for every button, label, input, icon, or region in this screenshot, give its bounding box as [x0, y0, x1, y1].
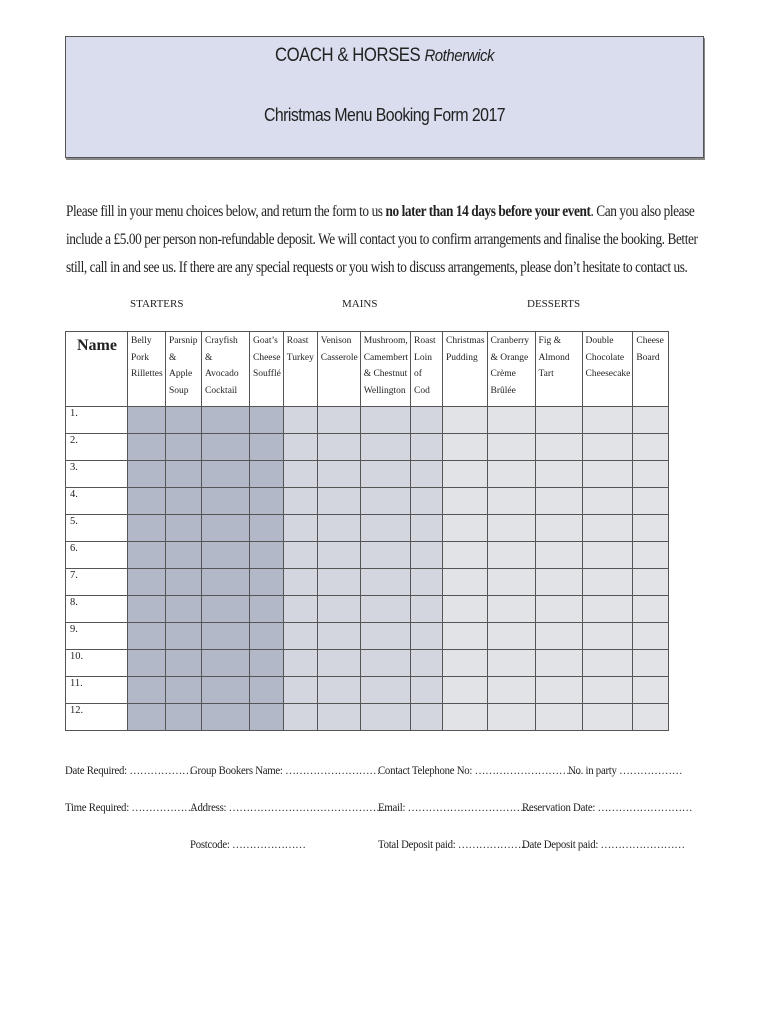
form-subtitle: Christmas Menu Booking Form 2017 [263, 105, 506, 125]
choice-cell-dessert[interactable] [443, 542, 488, 569]
table-row [66, 542, 669, 569]
choice-cell-starter[interactable] [128, 704, 166, 731]
row-number-cell[interactable]: 4. [66, 488, 128, 515]
choice-cell-starter[interactable] [202, 569, 250, 596]
choice-cell-dessert[interactable] [487, 623, 535, 650]
table-row [66, 461, 669, 488]
choice-cell-starter[interactable] [128, 542, 166, 569]
choice-cell-starter[interactable] [202, 407, 250, 434]
choice-cell-main[interactable] [360, 542, 410, 569]
choice-cell-main[interactable] [360, 407, 410, 434]
table-row [66, 704, 669, 731]
choice-cell-dessert[interactable] [633, 515, 669, 542]
choice-cell-main[interactable] [360, 704, 410, 731]
form-header-box [65, 36, 704, 158]
choice-cell-main[interactable] [283, 677, 317, 704]
choice-cell-dessert[interactable] [487, 569, 535, 596]
choice-cell-dessert[interactable] [633, 596, 669, 623]
choice-cell-dessert[interactable] [633, 434, 669, 461]
choice-cell-main[interactable] [317, 704, 360, 731]
choice-cell-starter[interactable] [166, 488, 202, 515]
choice-cell-starter[interactable] [128, 461, 166, 488]
table-row [66, 596, 669, 623]
choice-cell-starter[interactable] [166, 677, 202, 704]
row-number-cell[interactable]: 12. [66, 704, 128, 731]
choice-cell-dessert[interactable] [443, 434, 488, 461]
choice-cell-main[interactable] [360, 461, 410, 488]
choice-cell-starter[interactable] [128, 677, 166, 704]
choice-cell-main[interactable] [283, 434, 317, 461]
column-header-dessert: Double Chocolate Cheesecake [582, 332, 633, 407]
choice-cell-main[interactable] [317, 650, 360, 677]
choice-cell-starter[interactable] [250, 488, 284, 515]
choice-cell-main[interactable] [360, 677, 410, 704]
choice-cell-dessert[interactable] [487, 596, 535, 623]
choice-cell-dessert[interactable] [633, 623, 669, 650]
choice-cell-starter[interactable] [250, 677, 284, 704]
choice-cell-dessert[interactable] [633, 542, 669, 569]
row-number-cell[interactable]: 1. [66, 407, 128, 434]
choice-cell-starter[interactable] [250, 596, 284, 623]
row-number-cell[interactable]: 11. [66, 677, 128, 704]
choice-cell-starter[interactable] [202, 434, 250, 461]
choice-cell-dessert[interactable] [633, 569, 669, 596]
choice-cell-main[interactable] [317, 596, 360, 623]
column-header-main: Venison Casserole [317, 332, 360, 407]
choice-cell-main[interactable] [317, 623, 360, 650]
choice-cell-main[interactable] [360, 434, 410, 461]
intro-text-1: Please fill in your menu choices below, and return the form to us [66, 203, 386, 220]
contact-telephone-field[interactable]: Contact Telephone No: ………………………… [378, 763, 580, 777]
choice-cell-dessert[interactable] [582, 407, 633, 434]
choice-cell-main[interactable] [283, 488, 317, 515]
choice-cell-starter[interactable] [250, 434, 284, 461]
choice-cell-dessert[interactable] [443, 488, 488, 515]
choice-cell-main[interactable] [360, 488, 410, 515]
name-column-header: Name [66, 332, 128, 407]
choice-cell-dessert[interactable] [535, 596, 582, 623]
choice-cell-main[interactable] [360, 623, 410, 650]
column-header-dessert: Cheese Board [633, 332, 669, 407]
choice-cell-dessert[interactable] [443, 407, 488, 434]
choice-cell-starter[interactable] [250, 623, 284, 650]
choice-cell-main[interactable] [283, 704, 317, 731]
row-number-cell[interactable]: 10. [66, 650, 128, 677]
choice-cell-starter[interactable] [166, 623, 202, 650]
choice-cell-dessert[interactable] [487, 515, 535, 542]
pub-name: COACH & HORSES [274, 45, 421, 66]
choice-cell-main[interactable] [317, 434, 360, 461]
choice-cell-dessert[interactable] [487, 677, 535, 704]
choice-cell-main[interactable] [411, 542, 443, 569]
choice-cell-dessert[interactable] [487, 704, 535, 731]
row-number-cell[interactable]: 3. [66, 461, 128, 488]
choice-cell-main[interactable] [411, 596, 443, 623]
choice-cell-starter[interactable] [128, 488, 166, 515]
choice-cell-main[interactable] [411, 488, 443, 515]
choice-cell-dessert[interactable] [582, 596, 633, 623]
choice-cell-main[interactable] [317, 407, 360, 434]
column-header-starter: Crayfish & Avocado Cocktail [202, 332, 250, 407]
choice-cell-main[interactable] [283, 596, 317, 623]
choice-cell-main[interactable] [283, 569, 317, 596]
choice-cell-dessert[interactable] [633, 488, 669, 515]
choice-cell-main[interactable] [411, 623, 443, 650]
choice-cell-starter[interactable] [166, 569, 202, 596]
choice-cell-starter[interactable] [202, 488, 250, 515]
column-header-starter: Belly Pork Rillettes [128, 332, 166, 407]
choice-cell-dessert[interactable] [582, 515, 633, 542]
choice-cell-dessert[interactable] [443, 461, 488, 488]
table-row [66, 623, 669, 650]
choice-cell-dessert[interactable] [443, 596, 488, 623]
choice-cell-main[interactable] [411, 677, 443, 704]
choice-cell-starter[interactable] [202, 623, 250, 650]
choice-cell-main[interactable] [411, 434, 443, 461]
choice-cell-dessert[interactable] [582, 704, 633, 731]
choice-cell-dessert[interactable] [535, 488, 582, 515]
choice-cell-starter[interactable] [166, 434, 202, 461]
table-row [66, 650, 669, 677]
choice-cell-main[interactable] [283, 650, 317, 677]
choice-cell-main[interactable] [317, 461, 360, 488]
choice-cell-dessert[interactable] [633, 677, 669, 704]
date-required-field[interactable]: Date Required: ……………… [65, 763, 193, 777]
column-header-dessert: Cranberry & Orange Crème Brûlée [487, 332, 535, 407]
choice-cell-main[interactable] [411, 650, 443, 677]
choice-cell-dessert[interactable] [582, 650, 633, 677]
choice-cell-dessert[interactable] [582, 488, 633, 515]
address-field[interactable]: Address: ……………………………………… [190, 800, 387, 814]
party-size-field[interactable]: No. in party ……………… [568, 763, 683, 777]
choice-cell-starter[interactable] [202, 515, 250, 542]
choice-cell-dessert[interactable] [633, 650, 669, 677]
choice-cell-dessert[interactable] [535, 623, 582, 650]
choice-cell-dessert[interactable] [443, 677, 488, 704]
total-deposit-field[interactable]: Total Deposit paid: ……………….. [378, 837, 526, 851]
table-row [66, 434, 669, 461]
choice-cell-main[interactable] [411, 704, 443, 731]
row-number-cell[interactable]: 2. [66, 434, 128, 461]
table-row [66, 677, 669, 704]
choice-cell-main[interactable] [360, 650, 410, 677]
choice-cell-main[interactable] [283, 515, 317, 542]
choice-cell-dessert[interactable] [443, 515, 488, 542]
choice-cell-dessert[interactable] [487, 650, 535, 677]
table-row [66, 407, 669, 434]
choice-cell-dessert[interactable] [535, 461, 582, 488]
choice-cell-main[interactable] [411, 407, 443, 434]
choice-cell-dessert[interactable] [535, 650, 582, 677]
choice-cell-dessert[interactable] [582, 461, 633, 488]
table-row [66, 515, 669, 542]
choice-cell-starter[interactable] [250, 542, 284, 569]
choice-cell-dessert[interactable] [535, 569, 582, 596]
choice-cell-dessert[interactable] [535, 704, 582, 731]
choice-cell-main[interactable] [317, 569, 360, 596]
choice-cell-dessert[interactable] [487, 461, 535, 488]
choice-cell-dessert[interactable] [582, 623, 633, 650]
choice-cell-starter[interactable] [250, 650, 284, 677]
choice-cell-main[interactable] [317, 515, 360, 542]
choice-cell-dessert[interactable] [535, 434, 582, 461]
row-number-cell[interactable]: 5. [66, 515, 128, 542]
choice-cell-main[interactable] [411, 569, 443, 596]
intro-deadline: no later than 14 days before your event [385, 203, 591, 220]
group-bookers-name-field[interactable]: Group Bookers Name: ……………………… [190, 763, 380, 777]
category-starters: STARTERS [130, 298, 184, 310]
choice-cell-starter[interactable] [202, 542, 250, 569]
choice-cell-dessert[interactable] [535, 515, 582, 542]
column-header-main: Roast Loin of Cod [411, 332, 443, 407]
column-header-dessert: Christmas Pudding [443, 332, 488, 407]
choice-cell-dessert[interactable] [535, 407, 582, 434]
choice-cell-dessert[interactable] [582, 542, 633, 569]
choice-cell-main[interactable] [317, 488, 360, 515]
choice-cell-dessert[interactable] [443, 650, 488, 677]
category-mains: MAINS [342, 298, 378, 310]
choice-cell-starter[interactable] [202, 461, 250, 488]
reservation-date-field[interactable]: Reservation Date: ……………………… [522, 800, 693, 814]
category-desserts: DESSERTS [527, 298, 581, 310]
table-row [66, 569, 669, 596]
row-number-cell[interactable]: 6. [66, 542, 128, 569]
choice-cell-starter[interactable] [166, 461, 202, 488]
choice-cell-dessert[interactable] [487, 407, 535, 434]
choice-cell-starter[interactable] [166, 407, 202, 434]
choice-cell-starter[interactable] [166, 704, 202, 731]
choice-cell-starter[interactable] [250, 407, 284, 434]
column-header-main: Mushroom, Camembert & Chestnut Wellington [360, 332, 410, 407]
pub-title [104, 45, 665, 67]
row-number-cell[interactable]: 8. [66, 596, 128, 623]
pub-location: Rotherwick [424, 46, 495, 65]
choice-cell-main[interactable] [411, 515, 443, 542]
choice-cell-dessert[interactable] [487, 542, 535, 569]
choice-cell-main[interactable] [283, 461, 317, 488]
table-row [66, 488, 669, 515]
column-header-starter: Goat’s Cheese Soufflé [250, 332, 284, 407]
row-number-cell[interactable]: 9. [66, 623, 128, 650]
choice-cell-dessert[interactable] [535, 677, 582, 704]
table-header-row [66, 332, 669, 407]
choice-cell-starter[interactable] [166, 596, 202, 623]
choice-cell-starter[interactable] [166, 650, 202, 677]
choice-cell-main[interactable] [283, 407, 317, 434]
choice-cell-main[interactable] [317, 677, 360, 704]
choice-cell-dessert[interactable] [487, 488, 535, 515]
choice-cell-starter[interactable] [128, 407, 166, 434]
choice-cell-dessert[interactable] [535, 542, 582, 569]
choice-cell-dessert[interactable] [633, 407, 669, 434]
intro-paragraph [66, 198, 702, 282]
column-header-starter: Parsnip & Apple Soup [166, 332, 202, 407]
postcode-field[interactable]: Postcode: ………………… [190, 837, 306, 851]
column-header-dessert: Fig & Almond Tart [535, 332, 582, 407]
row-number-cell[interactable]: 7. [66, 569, 128, 596]
choice-cell-dessert[interactable] [582, 677, 633, 704]
email-field[interactable]: Email: ……………………………… [378, 800, 534, 814]
choice-cell-main[interactable] [360, 569, 410, 596]
choice-cell-starter[interactable] [128, 623, 166, 650]
time-required-field[interactable]: Time Required: ……………… [65, 800, 195, 814]
choice-cell-main[interactable] [283, 623, 317, 650]
choice-cell-starter[interactable] [166, 542, 202, 569]
choice-cell-main[interactable] [360, 596, 410, 623]
column-header-main: Roast Turkey [283, 332, 317, 407]
choice-cell-dessert[interactable] [633, 704, 669, 731]
choice-cell-starter[interactable] [128, 650, 166, 677]
intro-text-2: . Can you also please include a £5.00 per person non-refundable deposit. We will contact you to confirm arrangements and finalise the booking. Better still, call in and see us. If there are any special requests or you wish to discuss arrangements, please don’t hesitate to contact us. [66, 203, 698, 276]
choice-cell-dessert[interactable] [633, 461, 669, 488]
choice-cell-main[interactable] [283, 542, 317, 569]
choice-cell-starter[interactable] [250, 515, 284, 542]
choice-cell-dessert[interactable] [443, 569, 488, 596]
choice-cell-starter[interactable] [128, 515, 166, 542]
choice-cell-starter[interactable] [166, 515, 202, 542]
choice-cell-dessert[interactable] [582, 434, 633, 461]
choice-cell-starter[interactable] [128, 569, 166, 596]
choice-cell-starter[interactable] [202, 677, 250, 704]
choice-cell-starter[interactable] [202, 704, 250, 731]
choice-cell-starter[interactable] [250, 461, 284, 488]
choice-cell-starter[interactable] [128, 596, 166, 623]
choice-cell-starter[interactable] [250, 569, 284, 596]
menu-choices-table [65, 331, 669, 731]
choice-cell-starter[interactable] [202, 596, 250, 623]
choice-cell-starter[interactable] [128, 434, 166, 461]
choice-cell-dessert[interactable] [443, 704, 488, 731]
date-deposit-field[interactable]: Date Deposit paid: …………………… [522, 837, 685, 851]
choice-cell-main[interactable] [411, 461, 443, 488]
choice-cell-main[interactable] [317, 542, 360, 569]
choice-cell-dessert[interactable] [443, 623, 488, 650]
choice-cell-starter[interactable] [202, 650, 250, 677]
choice-cell-starter[interactable] [250, 704, 284, 731]
choice-cell-dessert[interactable] [487, 434, 535, 461]
choice-cell-dessert[interactable] [582, 569, 633, 596]
choice-cell-main[interactable] [360, 515, 410, 542]
